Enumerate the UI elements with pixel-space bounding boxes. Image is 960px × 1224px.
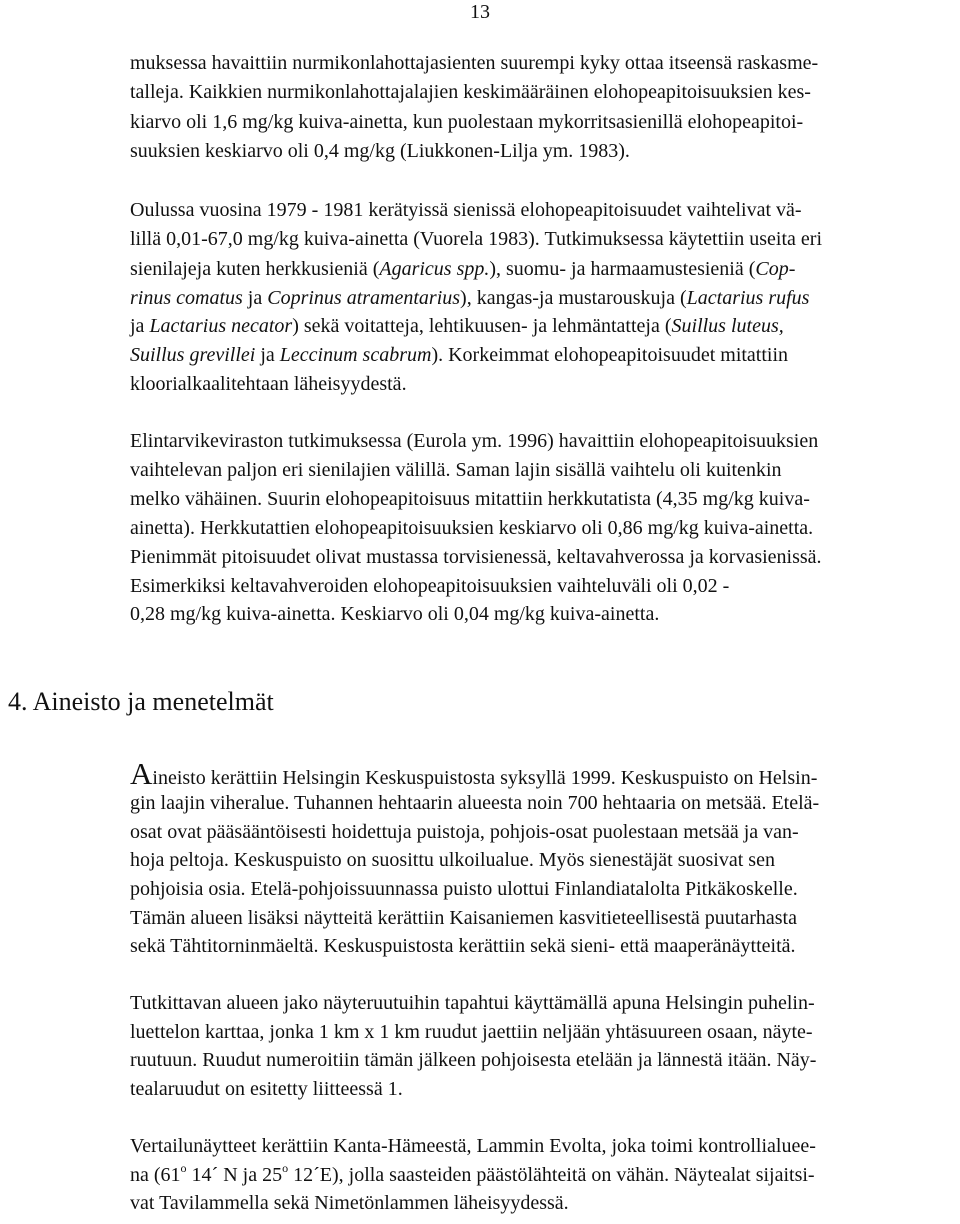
text-segment: sienilajeja kuten herkkusieniä ( xyxy=(130,258,380,280)
text-segment: ja xyxy=(130,315,150,337)
italic-text: Cop- xyxy=(755,258,796,280)
text-segment: ruutuun. Ruudut numeroitiin tämän jälkeen pohjoisesta etelään ja lännestä itään. Näy- xyxy=(130,1049,817,1071)
text-line xyxy=(130,1020,813,1044)
text-line xyxy=(130,227,822,251)
text-line xyxy=(130,545,822,569)
text-segment: ja xyxy=(255,344,280,366)
text-segment: ), kangas-ja mustarouskuja ( xyxy=(460,287,687,309)
text-segment: Pienimmät pitoisuudet olivat mustassa torvisienessä, keltavahverossa ja korvasienissä. xyxy=(130,546,822,568)
text-segment: lillä 0,01-67,0 mg/kg kuiva-ainetta (Vuorela 1983). Tutkimuksessa käytettiin useita eri xyxy=(130,228,823,250)
text-line xyxy=(130,516,813,540)
text-segment: ). Korkeimmat elohopeapitoisuudet mitattiin xyxy=(431,344,789,366)
text-segment: kiarvo oli 1,6 mg/kg kuiva-ainetta, kun puolestaan mykorritsasienillä elohopeapitoi- xyxy=(130,111,804,133)
text-segment: suuksien keskiarvo oli 0,4 mg/kg (Liukkonen-Lilja ym. 1983). xyxy=(130,140,630,162)
section-heading: 4. Aineisto ja menetelmät xyxy=(8,687,274,716)
italic-text: Lactarius rufus xyxy=(686,287,810,309)
superscript: o xyxy=(180,1161,187,1175)
text-line xyxy=(130,372,407,396)
text-segment: Tutkittavan alueen jako näyteruutuihin tapahtui käyttämällä apuna Helsingin puhelin- xyxy=(130,992,815,1014)
text-segment: luettelon karttaa, jonka 1 km x 1 km ruudut jaettiin neljään yhtäsuureen osaan, näyte- xyxy=(130,1021,813,1043)
text-segment: melko vähäinen. Suurin elohopeapitoisuus mitattiin herkkutatista (4,35 mg/kg kuiva- xyxy=(130,488,810,510)
text-line xyxy=(130,51,818,75)
drop-capital: A xyxy=(130,756,153,791)
text-segment: talleja. Kaikkien nurmikonlahottajalajien keskimääräinen elohopeapitoisuuksien kes- xyxy=(130,81,811,103)
text-segment: sekä Tähtitorninmäeltä. Keskuspuistosta kerättiin sekä sieni- että maaperänäytteitä. xyxy=(130,935,796,957)
italic-text: Coprinus atramentarius xyxy=(267,287,461,309)
text-line xyxy=(130,877,798,901)
italic-text: Suillus grevillei xyxy=(130,344,256,366)
text-line xyxy=(130,1163,815,1189)
text-segment: Esimerkiksi keltavahveroiden elohopeapitoisuuksien vaihteluväli oli 0,02 - xyxy=(130,575,730,597)
italic-text: Lactarius necator xyxy=(149,315,293,337)
text-line xyxy=(130,1191,569,1215)
text-segment: ineisto kerättiin Helsingin Keskuspuistosta syksyllä 1999. Keskuspuisto on Helsin- xyxy=(152,767,818,789)
text-segment: Oulussa vuosina 1979 - 1981 kerätyissä sienissä elohopeapitoisuudet vaihtelivat vä- xyxy=(130,199,802,221)
text-segment: vaihtelevan paljon eri sienilajien välillä. Saman lajin sisällä vaihtelu oli kuitenkin xyxy=(130,459,782,481)
text-segment: hoja peltoja. Keskuspuisto on suosittu ulkoilualue. Myös sienestäjät suosivat sen xyxy=(130,849,775,871)
italic-text: rinus comatus xyxy=(130,287,243,309)
text-segment: 0,28 mg/kg kuiva-ainetta. Keskiarvo oli 0,04 mg/kg kuiva-ainetta. xyxy=(130,603,660,625)
text-segment: kloorialkaalitehtaan läheisyydestä. xyxy=(130,373,407,395)
text-segment: gin laajin viheralue. Tuhannen hehtaarin alueesta noin 700 hehtaaria on metsää. Etelä- xyxy=(130,792,820,814)
text-segment: osat ovat pääsääntöisesti hoidettuja puistoja, pohjois-osat puolestaan metsää ja van- xyxy=(130,821,799,843)
text-segment: tealaruudut on esitetty liitteessä 1. xyxy=(130,1078,403,1100)
italic-text: Suillus luteus, xyxy=(671,315,784,337)
text-segment: na (61 xyxy=(130,1164,181,1186)
text-line xyxy=(130,458,782,482)
text-line xyxy=(130,934,796,958)
text-line xyxy=(130,1048,816,1072)
italic-text: Leccinum scabrum xyxy=(279,344,432,366)
text-line xyxy=(130,487,810,511)
text-segment: muksessa havaittiin nurmikonlahottajasienten suurempi kyky ottaa itseensä raskasme- xyxy=(130,52,819,74)
text-line xyxy=(130,198,802,222)
text-line xyxy=(130,110,803,134)
text-segment: 14´ N ja 25 xyxy=(186,1164,283,1186)
page-number: 13 xyxy=(470,1,490,23)
text-segment: ainetta). Herkkutattien elohopeapitoisuuksien keskiarvo oli 0,86 mg/kg kuiva-ainetta. xyxy=(130,517,814,539)
text-line xyxy=(130,343,788,367)
text-segment: Tämän alueen lisäksi näytteitä kerättiin Kaisaniemen kasvitieteellisestä puutarhasta xyxy=(130,907,797,929)
text-segment: Elintarvikeviraston tutkimuksessa (Eurola ym. 1996) havaittiin elohopeapitoisuuksien xyxy=(130,430,819,452)
text-segment: pohjoisia osia. Etelä-pohjoissuunnassa puisto ulottui Finlandiatalolta Pitkäkoskelle. xyxy=(130,878,798,900)
text-line xyxy=(130,139,630,163)
text-segment: ja xyxy=(242,287,268,309)
italic-text: Agaricus spp. xyxy=(379,258,490,280)
text-segment: Vertailunäytteet kerättiin Kanta-Hämeestä, Lammin Evolta, joka toimi kontrollialuee- xyxy=(130,1135,816,1157)
text-line xyxy=(130,1077,403,1101)
text-line xyxy=(130,286,809,310)
text-segment: vat Tavilammella sekä Nimetönlammen läheisyydessä. xyxy=(130,1192,569,1214)
text-line xyxy=(130,80,811,104)
text-line xyxy=(130,257,795,281)
text-segment: ), suomu- ja harmaamustesieniä ( xyxy=(489,258,756,280)
superscript: o xyxy=(282,1161,289,1175)
text-line xyxy=(130,906,797,930)
text-line xyxy=(130,756,818,791)
text-line xyxy=(130,314,784,338)
text-line xyxy=(130,429,818,453)
text-line xyxy=(130,574,729,598)
text-line xyxy=(130,820,799,844)
text-line xyxy=(130,1134,816,1158)
text-line xyxy=(130,791,819,815)
text-segment: 12´E), jolla saasteiden päästölähteitä on vähän. Näytealat sijaitsi- xyxy=(288,1164,815,1186)
text-segment: ) sekä voitatteja, lehtikuusen- ja lehmäntatteja ( xyxy=(292,315,672,337)
text-line xyxy=(130,991,815,1015)
text-line xyxy=(130,848,775,872)
text-line xyxy=(130,602,659,626)
